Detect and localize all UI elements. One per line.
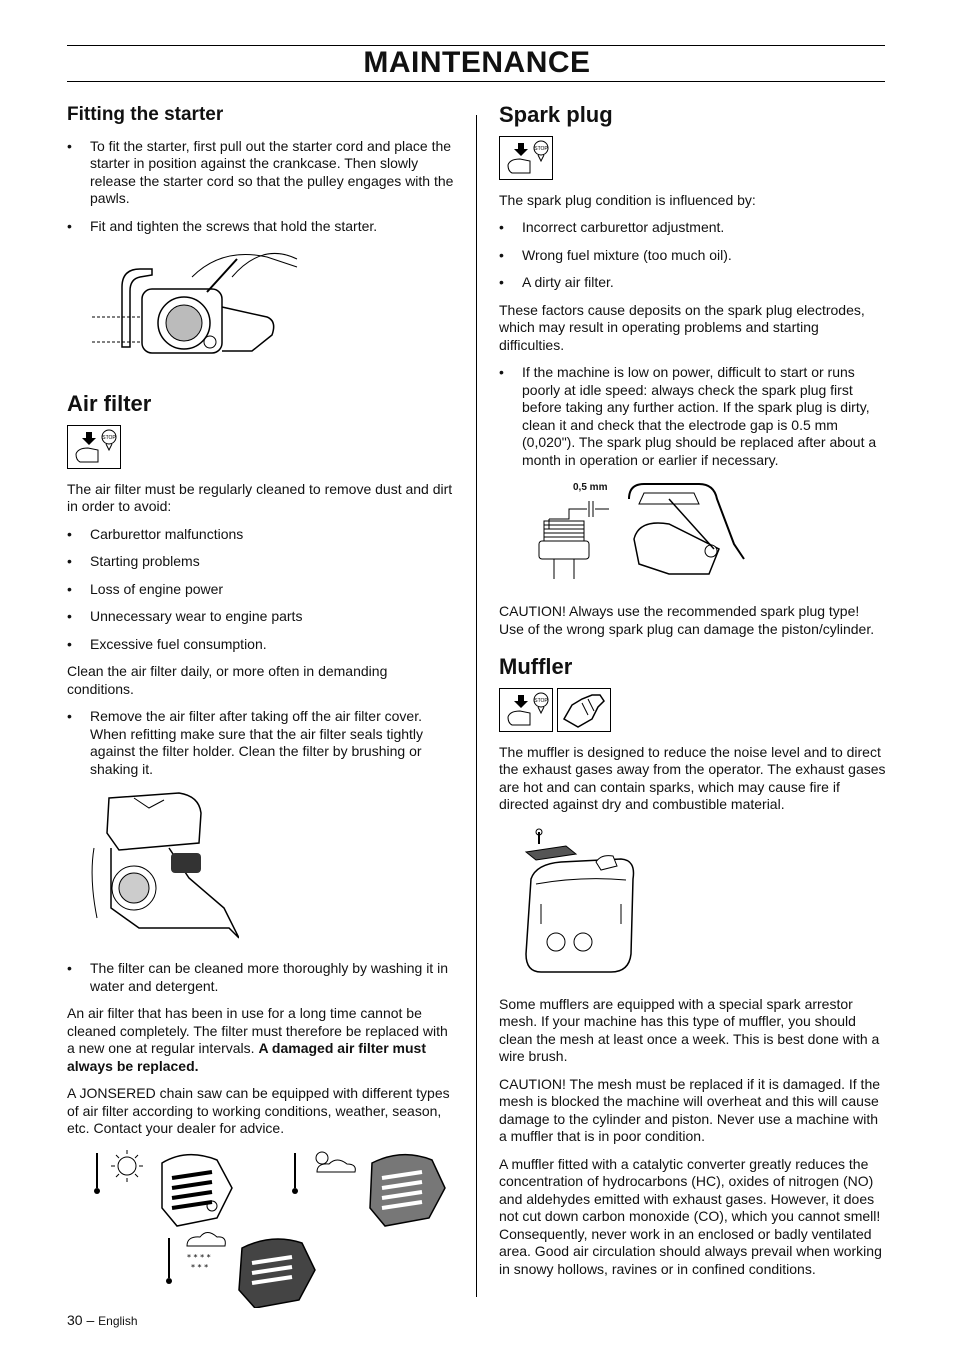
fitting-starter-list xyxy=(67,138,455,236)
muffler-p4: A muffler fitted with a catalytic converter greatly reduces the concentration of hydrocarbons (HC), oxides of nitrogen (NO) and aldehydes emitted with exhaust gases. However, it does not cut down carbon monoxide (CO), which you cannot smell! Consequently, never work in an enclosed or badly ventilated area. Good air circulation should always prevail when working in snowy hollows, ravines or in confined conditions. xyxy=(499,1155,882,1277)
list-item: • If the machine is low on power, difficult to start or runs poorly at idle speed: always check the spark plug first before taking any further action. If the spark plug is dirty, clean it and check that the electrode gap is 0.5 mm (0,020"). The spark plug should be replaced after about a month in operation or earlier if necessary. xyxy=(499,364,887,469)
list-item: • Excessive fuel consumption. xyxy=(67,636,455,654)
spark-plug-heading: Spark plug xyxy=(499,102,613,127)
air-filter-types-illustration xyxy=(67,1148,455,1308)
list-item: • To fit the starter, first pull out the starter cord and place the starter in position against the crankcase. Then slowly release the starter cord so that the pulley engages with the pawls. xyxy=(67,138,455,208)
spark-plug-list xyxy=(499,219,887,292)
stop-engine-icon xyxy=(67,425,121,469)
list-item: • Wrong fuel mixture (too much oil). xyxy=(499,247,887,265)
muffler-illustration xyxy=(521,824,887,984)
stop-engine-icon xyxy=(499,136,553,180)
list-item: • Carburettor malfunctions xyxy=(67,526,455,544)
replace-warning: A damaged air filter must always be replaced. xyxy=(67,1040,426,1074)
stop-engine-icon xyxy=(499,688,553,732)
list-item: • Loss of engine power xyxy=(67,581,455,599)
replace-text: An air filter that has been in use for a long time cannot be cleaned completely. The filter must therefore be replaced with a new one at regular intervals. xyxy=(67,1005,448,1056)
air-filter-intro: The air filter must be regularly cleaned to remove dust and dirt in order to avoid: xyxy=(67,480,453,514)
muffler-heading: Muffler xyxy=(499,654,573,679)
list-item: • Starting problems xyxy=(67,553,455,571)
list-item: • Unnecessary wear to engine parts xyxy=(67,608,455,626)
air-filter-icons xyxy=(67,425,455,469)
svg-text:* * *: * * * xyxy=(191,1262,209,1272)
list-item: • A dirty air filter. xyxy=(499,274,887,292)
spark-plug-check-list xyxy=(499,364,887,469)
cloud-sun-icon xyxy=(316,1152,355,1172)
air-filter-types-text: A JONSERED chain saw can be equipped with different types of air filter according to working conditions, weather, season, etc. Contact your dealer for advice. xyxy=(67,1085,450,1136)
electrode-gap-label: 0,5 mm xyxy=(573,482,608,493)
spark-plug-caution: CAUTION! Always use the recommended spark plug type! Use of the wrong spark plug can damage the piston/cylinder. xyxy=(499,603,875,637)
air-filter-heading: Air filter xyxy=(67,391,152,416)
spark-plug-icons xyxy=(499,136,887,180)
thermometer-icon xyxy=(166,1238,172,1284)
thermometer-icon xyxy=(292,1153,298,1194)
page-title: MAINTENANCE xyxy=(363,46,591,79)
muffler-p2: Some mufflers are equipped with a special spark arrestor mesh. If your machine has this type of muffler, you should clean the mesh at least once a week. This is best done with a wire brush. xyxy=(499,995,880,1064)
muffler-p3: CAUTION! The mesh must be replaced if it is damaged. If the mesh is blocked the machine will overheat and this will cause damage to the cylinder and piston. Never use a machine with a muffler that is in poor condition. xyxy=(499,1075,881,1144)
muffler-p1: The muffler is designed to reduce the noise level and to direct the exhaust gases away from the operator. The exhaust gases are hot and can contain sparks, which may cause fire if directed against dry and combustible material. xyxy=(499,743,886,812)
air-filter-clean-text: Clean the air filter daily, or more often in demanding conditions. xyxy=(67,663,388,697)
spark-plug-illustration xyxy=(519,479,887,589)
air-filter-replace-text xyxy=(67,1005,455,1075)
left-column xyxy=(67,106,455,1308)
air-filter-illustration xyxy=(89,788,455,948)
list-item: • Incorrect carburettor adjustment. xyxy=(499,219,887,237)
fitting-starter-heading: Fitting the starter xyxy=(67,104,224,125)
air-filter-list xyxy=(67,526,455,654)
starter-illustration xyxy=(92,247,455,367)
muffler-icons xyxy=(499,688,887,732)
page-number: 30 – xyxy=(67,1312,95,1328)
protective-glove-icon xyxy=(557,688,611,732)
sun-icon xyxy=(111,1150,143,1182)
spark-plug-deposits: These factors cause deposits on the spark plug electrodes, which may result in operating problems and starting difficulties. xyxy=(499,301,865,353)
footer-language: English xyxy=(98,1314,138,1328)
column-divider xyxy=(476,115,477,1297)
list-item: • Remove the air filter after taking off the air filter cover. When refitting make sure that the air filter seals tightly against the filter holder. Clean the filter by brushing or shaking it. xyxy=(67,708,455,778)
snow-cloud-icon xyxy=(187,1232,225,1272)
svg-text:* * * *: * * * * xyxy=(187,1252,211,1262)
stop-icon-label: STOP xyxy=(534,145,548,152)
air-filter-wash-list xyxy=(67,960,455,995)
stop-icon-label: STOP xyxy=(102,434,116,441)
stop-icon-label: STOP xyxy=(534,697,548,704)
thermometer-icon xyxy=(94,1153,100,1194)
spark-plug-intro: The spark plug condition is influenced by: xyxy=(499,191,756,208)
list-item: • The filter can be cleaned more thoroughly by washing it in water and detergent. xyxy=(67,960,455,995)
page-footer xyxy=(67,1312,138,1328)
air-filter-remove-list xyxy=(67,708,455,778)
right-column xyxy=(499,102,887,1288)
list-item: • Fit and tighten the screws that hold the starter. xyxy=(67,218,455,236)
header-rule-bottom xyxy=(67,81,885,82)
